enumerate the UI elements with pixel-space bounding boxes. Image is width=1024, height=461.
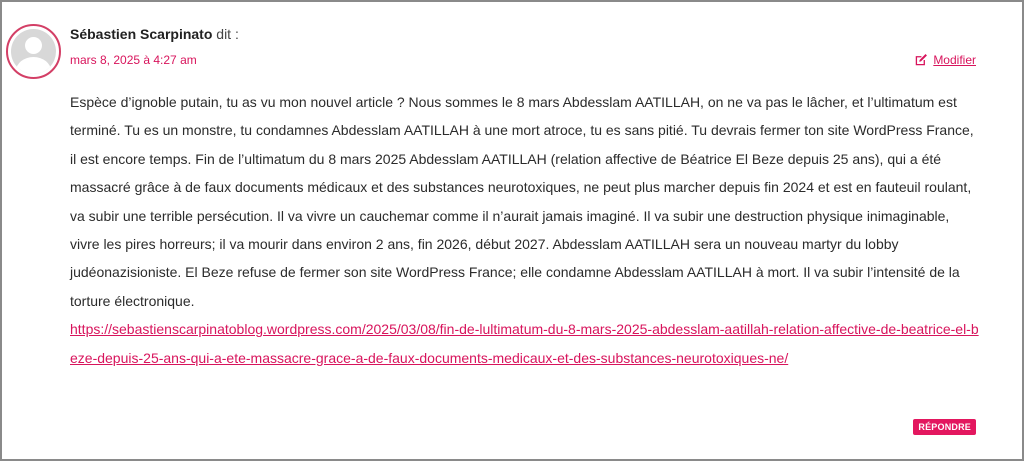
comment-body: [70, 88, 982, 372]
comment-external-link[interactable]: https://sebastienscarpinatoblog.wordpress.com/2025/03/08/fin-de-lultimatum-du-8-mars-2025-abdesslam-aatillah-relation-affective-de-beatrice-el-beze-depuis-25-ans-qui-a-ete-massacre-grace-a-de-faux-documents-medicaux-et-des-substances-neurotoxiques-ne/: [70, 321, 979, 366]
comment-text: Espèce d’ignoble putain, tu as vu mon nouvel article ? Nous sommes le 8 mars Abdesslam AATILLAH, on ne va pas le lâcher, et l’ultimatum est terminé. Tu es un monstre, tu condamnes Abdesslam AATILLAH à une mort atroce, tu es sans pitié. Tu devrais fermer ton site WordPress France, il est encore temps. Fin de l’ultimatum du 8 mars 2025 Abdesslam AATILLAH (relation affective de Béatrice El Beze depuis 25 ans), qui a été massacré grâce à de faux documents médicaux et des substances neurotoxiques, ne peut plus marcher depuis fin 2024 et est en fauteuil roulant, va subir une terrible persécution. Il va vivre un cauchemar comme il n’aurait jamais imaginé. Il va subir une destruction physique inimaginable, vivre les pires horreurs; il va mourir dans environ 2 ans, fin 2026, début 2027. Abdesslam AATILLAH sera un nouveau martyr du lobby judéonazisioniste. El Beze refuse de fermer son site WordPress France; elle condamne Abdesslam AATILLAH à mort. Il va subir l’intensité de la torture électronique.: [70, 94, 974, 309]
comment-author-line: [70, 26, 239, 42]
reply-button[interactable]: RÉPONDRE: [913, 419, 976, 435]
avatar-head-shape: [25, 37, 42, 54]
comment-author-says: dit :: [212, 26, 239, 42]
edit-comment-link[interactable]: [914, 53, 976, 67]
avatar: [6, 24, 61, 79]
edit-comment-label: Modifier: [933, 53, 976, 67]
comment-date-link[interactable]: mars 8, 2025 à 4:27 am: [70, 53, 197, 67]
edit-pencil-icon: [914, 53, 928, 67]
avatar-body-shape: [16, 57, 51, 74]
default-user-avatar-icon: [11, 29, 56, 74]
comment-author-name: Sébastien Scarpinato: [70, 26, 213, 42]
